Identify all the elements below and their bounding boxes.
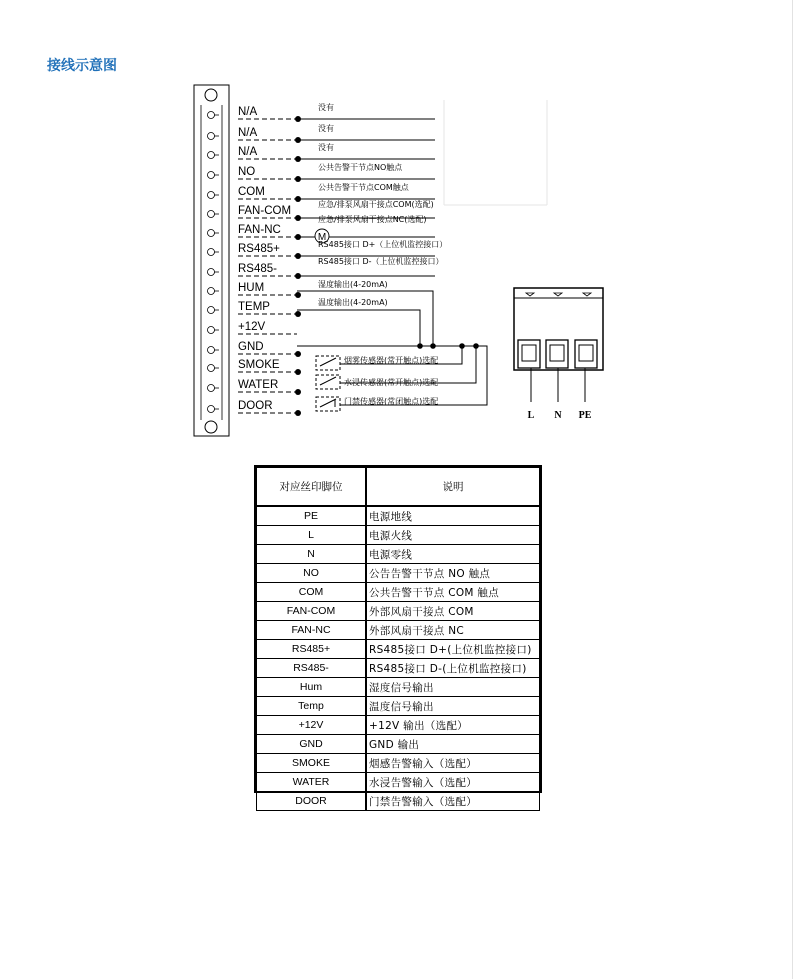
- connection-dot: [295, 369, 301, 375]
- table-cell-description: 外部风扇干接点 NC: [366, 621, 540, 640]
- table-row: [257, 602, 540, 621]
- motor-label: M: [317, 232, 327, 243]
- table-row: [257, 640, 540, 659]
- table-row: [257, 678, 540, 697]
- table-row: [257, 659, 540, 678]
- pin-description: 湿度输出(4-20mA): [318, 280, 388, 289]
- table-cell-description: RS485接口 D+(上位机监控接口): [366, 640, 540, 659]
- sensor-wiring: [297, 291, 487, 411]
- pin-label: +12V: [238, 321, 266, 333]
- table-row: [257, 506, 540, 526]
- pin-description: 水浸传感器(常开触点)选配: [344, 378, 439, 387]
- connection-dot: [295, 351, 301, 357]
- table-row: [257, 754, 540, 773]
- screw-terminal-icon: [208, 211, 215, 218]
- power-terminal-label: L: [527, 410, 535, 421]
- screw-terminal-icon: [208, 249, 215, 256]
- pin-label: HUM: [238, 282, 265, 294]
- table-cell-pin: FAN-NC: [257, 621, 367, 640]
- pin-description: 应急/排泵风扇干接点NC(选配): [318, 215, 427, 224]
- table-cell-description: 温度信号输出: [366, 697, 540, 716]
- screw-terminal-icon: [208, 133, 215, 140]
- mount-hole-icon: [205, 89, 217, 101]
- screw-terminal-icon: [208, 112, 215, 119]
- power-terminal-label: N: [554, 410, 562, 421]
- pin-label: COM: [238, 186, 265, 198]
- pin-label: RS485-: [238, 263, 277, 275]
- pin-label: GND: [238, 341, 264, 353]
- pin-description: 公共告警干节点NO触点: [318, 163, 403, 172]
- pin-description: RS485接口 D+（上位机监控接口）: [318, 240, 448, 249]
- screw-terminal-icon: [208, 192, 215, 199]
- screw-terminal-icon: [208, 327, 215, 334]
- table-cell-pin: +12V: [257, 716, 367, 735]
- pin-label: N/A: [238, 127, 258, 139]
- table-row: [257, 735, 540, 754]
- pin-row: [208, 297, 388, 317]
- table-cell-description: GND 输出: [366, 735, 540, 754]
- screw-terminal-icon: [208, 152, 215, 159]
- pin-description-table: [254, 465, 542, 808]
- pin-label: N/A: [238, 146, 258, 158]
- screw-terminal-icon: [208, 288, 215, 295]
- pin-description: 没有: [318, 124, 334, 133]
- table-cell-description: 公共告警干节点 COM 触点: [366, 583, 540, 602]
- pin-description: 没有: [318, 103, 334, 112]
- scan-artifact-lines: [444, 100, 547, 205]
- table-row: [257, 697, 540, 716]
- pin-label: N/A: [238, 106, 258, 118]
- pin-row: [208, 162, 436, 182]
- connection-dot: [295, 292, 301, 298]
- column-header-description: 说明: [366, 468, 540, 507]
- table-cell-description: 电源火线: [366, 526, 540, 545]
- table-header-row: [257, 468, 540, 507]
- pin-label: RS485+: [238, 243, 280, 255]
- screw-terminal-icon: [208, 269, 215, 276]
- table-cell-description: 电源零线: [366, 545, 540, 564]
- table-row: [257, 621, 540, 640]
- page-title: 接线示意图: [47, 58, 117, 74]
- pin-label: DOOR: [238, 400, 273, 412]
- table-cell-pin: GND: [257, 735, 367, 754]
- pin-label: SMOKE: [238, 359, 280, 371]
- pin-description: 温度输出(4-20mA): [318, 298, 388, 307]
- screw-terminal-icon: [208, 307, 215, 314]
- screw-terminal-icon: [208, 365, 215, 372]
- connection-dot: [295, 311, 301, 317]
- screw-terminal-icon: [208, 230, 215, 237]
- table-cell-description: 烟感告警输入（选配）: [366, 754, 540, 773]
- pin-description: 没有: [318, 143, 334, 152]
- table-cell-description: 水浸告警输入（选配）: [366, 773, 540, 792]
- mount-hole-icon: [205, 421, 217, 433]
- pin-label: NO: [238, 166, 256, 178]
- screw-terminal-icon: [208, 172, 215, 179]
- table-cell-description: 门禁告警输入（选配）: [366, 792, 540, 811]
- pin-label: FAN-NC: [238, 224, 281, 236]
- pin-description: 烟雾传感器(常开触点)选配: [344, 356, 439, 365]
- screw-terminal-icon: [208, 385, 215, 392]
- pin-row: [208, 142, 436, 162]
- pin-row: [208, 279, 388, 298]
- pin-label: WATER: [238, 379, 279, 391]
- table-cell-pin: SMOKE: [257, 754, 367, 773]
- table-row: [257, 716, 540, 735]
- table-cell-description: 公告告警干节点 NO 触点: [366, 564, 540, 583]
- table-cell-description: 外部风扇干接点 COM: [366, 602, 540, 621]
- table-cell-description: 电源地线: [366, 506, 540, 526]
- table-grid: [256, 467, 540, 811]
- wiring-diagram: [0, 0, 799, 460]
- connection-dot: [295, 410, 301, 416]
- table-cell-pin: PE: [257, 506, 367, 526]
- pin-row: [208, 239, 448, 259]
- table-row: [257, 545, 540, 564]
- pin-description: 门禁传感器(常闭触点)选配: [344, 397, 439, 406]
- table-cell-pin: WATER: [257, 773, 367, 792]
- table-cell-pin: RS485+: [257, 640, 367, 659]
- table-row: [257, 564, 540, 583]
- pin-row: [208, 102, 436, 122]
- pin-description: 公共告警干节点COM触点: [318, 183, 409, 192]
- pin-row: [208, 123, 436, 143]
- pin-label: FAN-COM: [238, 205, 292, 217]
- table-row: [257, 526, 540, 545]
- table-row: [257, 583, 540, 602]
- table-cell-description: RS485接口 D-(上位机监控接口): [366, 659, 540, 678]
- table-cell-description: +12V 输出（选配）: [366, 716, 540, 735]
- table-cell-pin: DOOR: [257, 792, 367, 811]
- table-cell-pin: RS485-: [257, 659, 367, 678]
- power-terminal-label: PE: [578, 410, 592, 421]
- screw-terminal-icon: [208, 406, 215, 413]
- column-header-pin: 对应丝印脚位: [257, 468, 367, 507]
- table-cell-pin: L: [257, 526, 367, 545]
- screw-terminal-icon: [208, 347, 215, 354]
- table-cell-pin: Temp: [257, 697, 367, 716]
- pin-rows: [208, 102, 448, 416]
- table-cell-pin: NO: [257, 564, 367, 583]
- pin-row: [208, 377, 439, 395]
- table-cell-pin: N: [257, 545, 367, 564]
- pin-row: [208, 256, 444, 279]
- pin-description: RS485接口 D-（上位机监控接口）: [318, 257, 444, 266]
- connection-dot: [295, 389, 301, 395]
- pin-row: [208, 182, 436, 202]
- pin-label: TEMP: [238, 301, 270, 313]
- table-cell-pin: FAN-COM: [257, 602, 367, 621]
- table-cell-description: 湿度信号输出: [366, 678, 540, 697]
- table-cell-pin: Hum: [257, 678, 367, 697]
- table-row: [257, 792, 540, 811]
- pin-description: 应急/排泵风扇干接点COM(选配): [318, 200, 434, 209]
- table-row: [257, 773, 540, 792]
- table-cell-pin: COM: [257, 583, 367, 602]
- power-terminal-block: [514, 288, 603, 370]
